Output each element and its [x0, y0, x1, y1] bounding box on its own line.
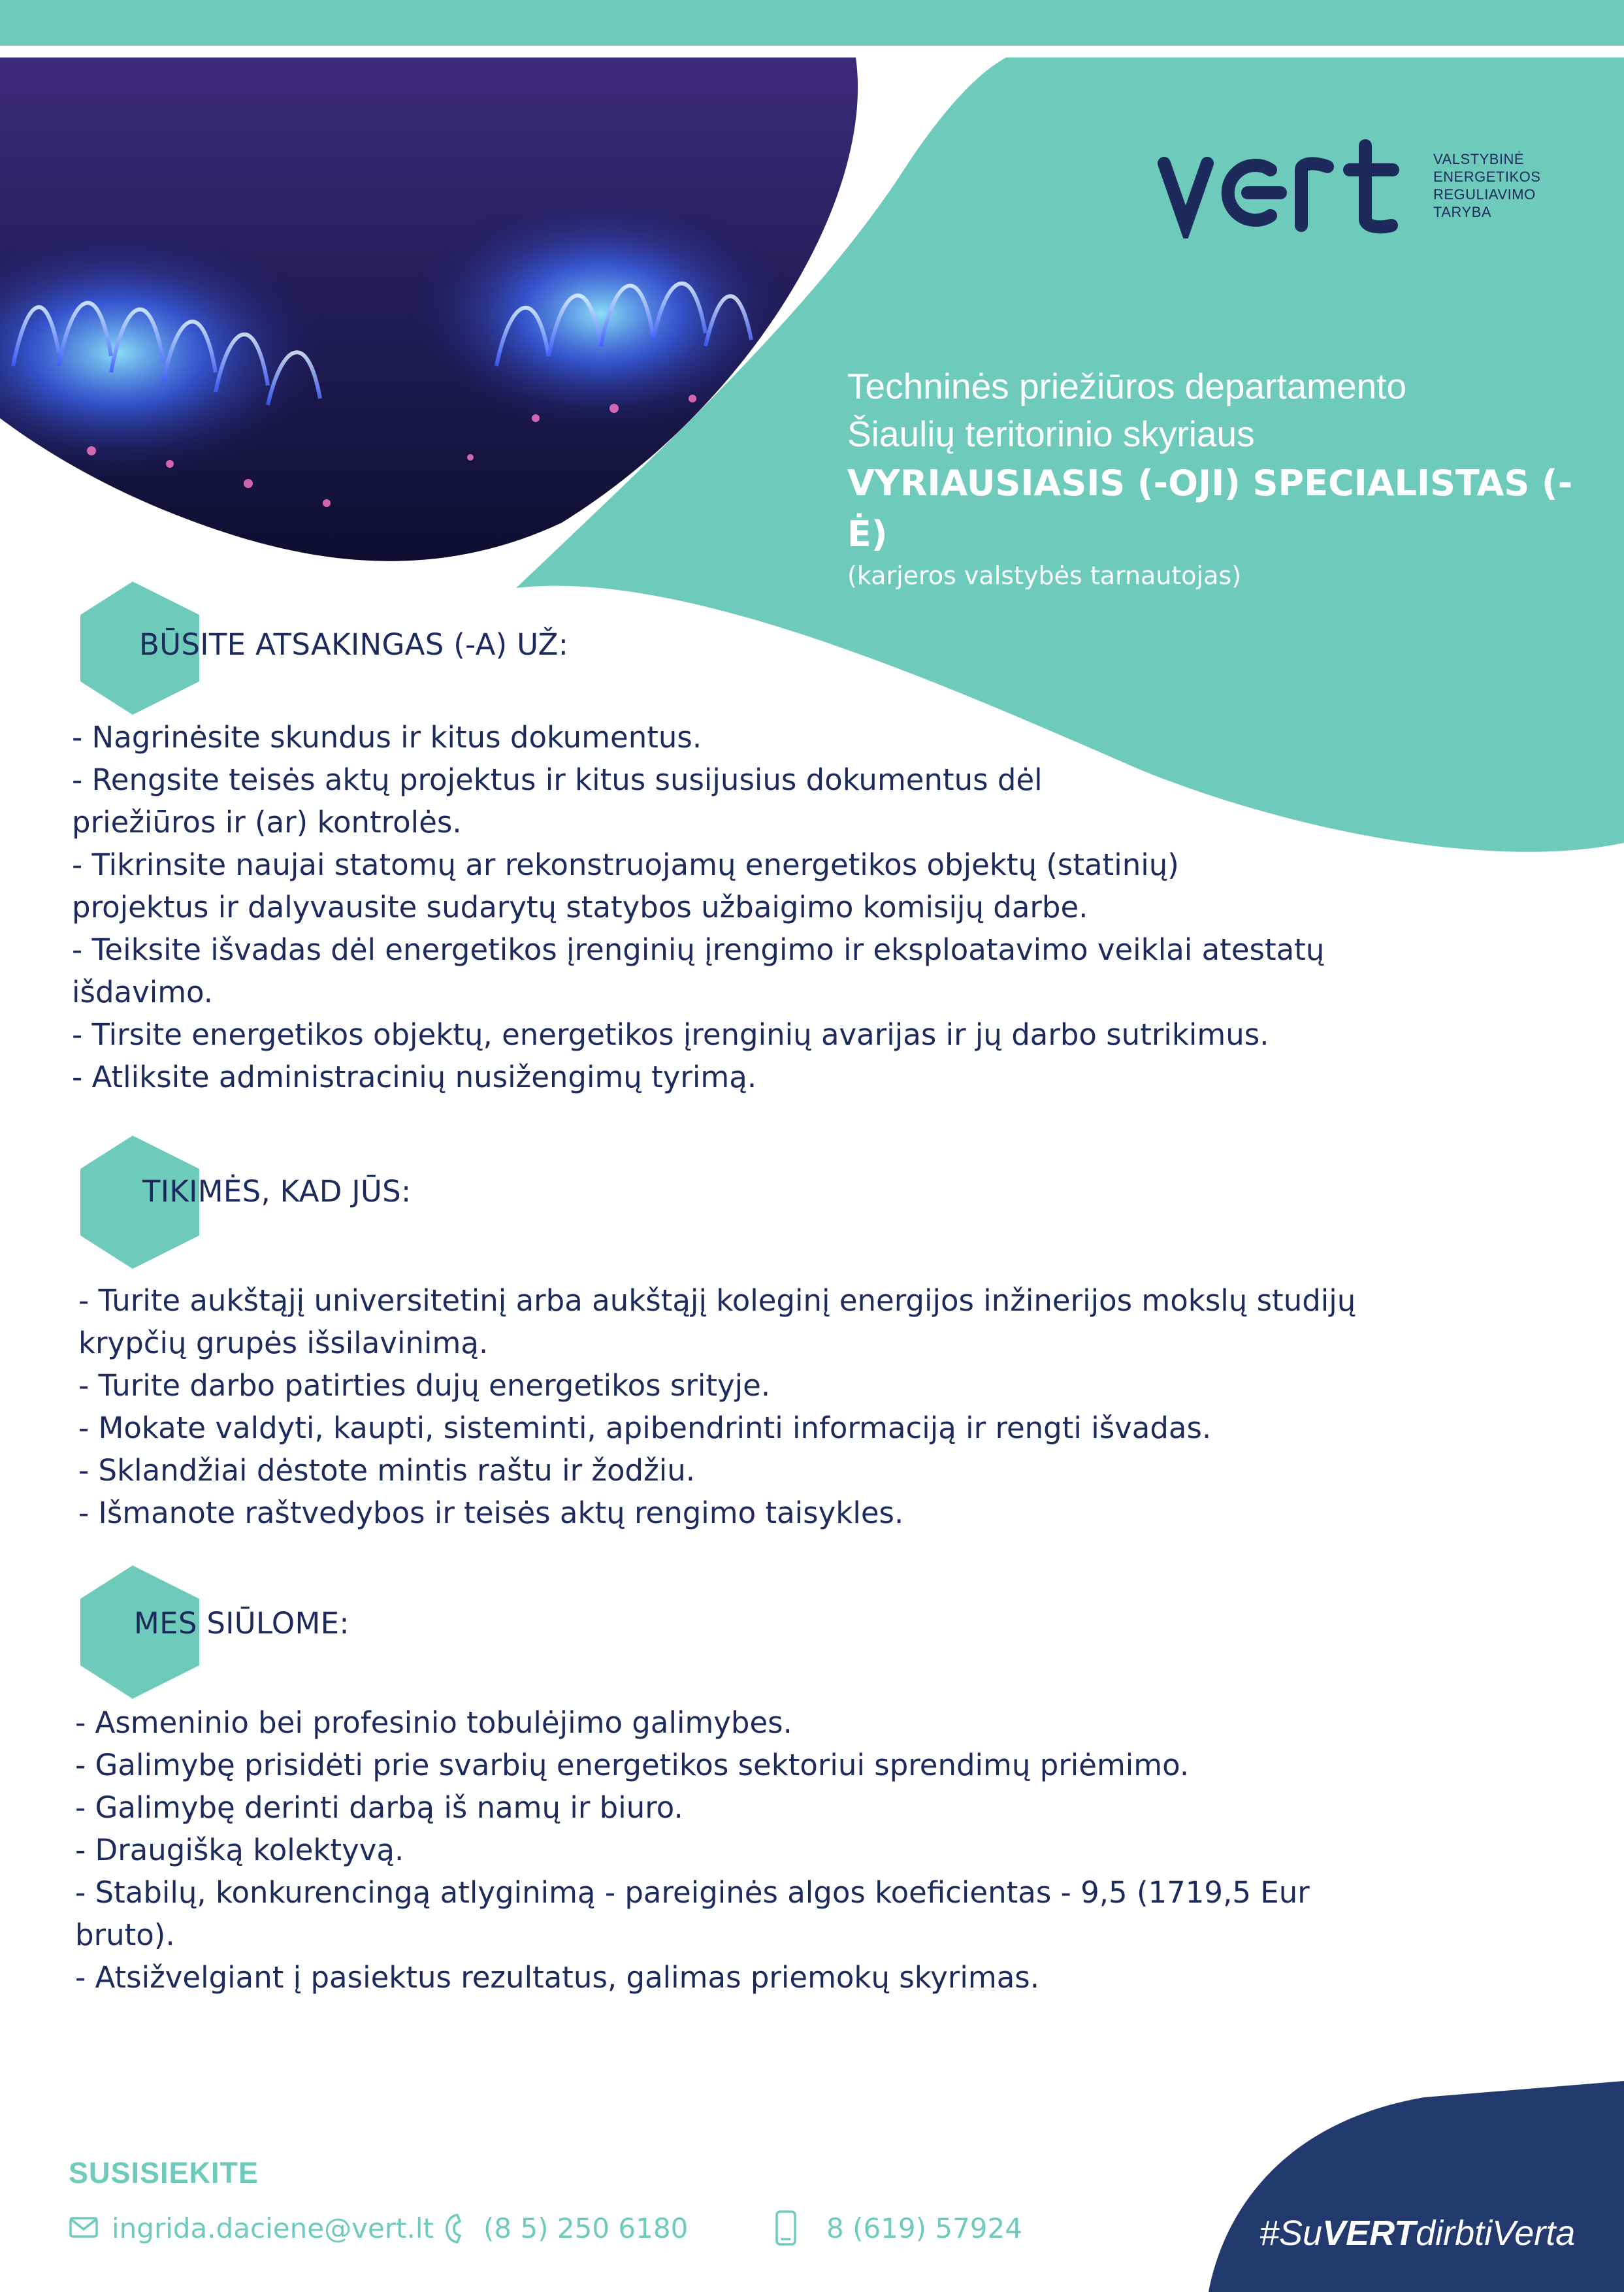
- hashtag-suffix: dirbtiVerta: [1416, 2214, 1576, 2253]
- contact-email[interactable]: [69, 2207, 434, 2250]
- list-line: - Turite darbo patirties dujų energetikos srityje.: [78, 1368, 771, 1403]
- list-line: - Galimybę derinti darbą iš namų ir biuro.: [75, 1790, 683, 1825]
- vert-logo-mark: [1156, 134, 1424, 238]
- list-line: - Rengsite teisės aktų projektus ir kitus susijusius dokumentus dėl: [72, 762, 1043, 797]
- phone-icon: [443, 2212, 465, 2245]
- list-line: - Draugišką kolektyvą.: [75, 1833, 404, 1867]
- list-line: projektus ir dalyvausite sudarytų statybos užbaigimo komisijų darbe.: [72, 890, 1088, 925]
- offer-list: [75, 1701, 1545, 1999]
- list-line: bruto).: [75, 1918, 175, 1952]
- list-line: - Mokate valdyti, kaupti, sisteminti, apibendrinti informaciją ir rengti išvadas.: [78, 1411, 1212, 1445]
- unit-name: Šiaulių teritorinio skyriaus: [847, 414, 1255, 454]
- requirements-list: [78, 1279, 1548, 1534]
- list-line: - Turite aukštąjį universitetinį arba aukštąjį koleginį energijos inžinerijos mokslų studijų: [78, 1283, 1356, 1318]
- list-line: - Atsižvelgiant į pasiektus rezultatus, galimas priemokų skyrimas.: [75, 1960, 1040, 1995]
- position-title: VYRIAUSIASIS (-OJI) SPECIALISTAS (-Ė): [847, 463, 1573, 555]
- hashtag-prefix: #Su: [1259, 2214, 1323, 2253]
- contact-phone[interactable]: [443, 2207, 704, 2250]
- list-line: - Išmanote raštvedybos ir teisės aktų rengimo taisykles.: [78, 1496, 904, 1530]
- section-title-offer: MES SIŪLOME:: [134, 1606, 349, 1641]
- department-name: Techninės priežiūros departamento: [847, 366, 1407, 406]
- contact-mobile[interactable]: [774, 2207, 1048, 2250]
- list-line: - Stabilų, konkurencingą atlyginimą - pareiginės algos koeficientas - 9,5 (1719,5 Eur: [75, 1875, 1310, 1910]
- mobile-number: 8 (619) 57924: [826, 2212, 1022, 2244]
- email-address: ingrida.daciene@vert.lt: [112, 2212, 434, 2244]
- logo-subtitle: [1433, 150, 1564, 221]
- section-title-responsibilities: BŪSITE ATSAKINGAS (-A) UŽ:: [139, 627, 569, 662]
- vert-logo: [1156, 134, 1548, 238]
- section-title-requirements: TIKIMĖS, KAD JŪS:: [142, 1174, 412, 1209]
- list-line: - Galimybę prisidėti prie svarbių energetikos sektoriui sprendimų priėmimo.: [75, 1748, 1190, 1782]
- list-line: - Tirsite energetikos objektų, energetikos įrenginių avarijas ir jų darbo sutrikimus.: [72, 1017, 1269, 1052]
- list-line: išdavimo.: [72, 975, 214, 1009]
- list-line: - Tikrinsite naujai statomų ar rekonstruojamų energetikos objektų (statinių): [72, 847, 1179, 882]
- list-line: - Sklandžiai dėstote mintis raštu ir žodžiu.: [78, 1453, 696, 1488]
- logo-subtitle-line: ENERGETIKOS: [1433, 169, 1541, 185]
- phone-number: (8 5) 250 6180: [483, 2212, 689, 2244]
- list-line: - Asmeninio bei profesinio tobulėjimo galimybes.: [75, 1705, 792, 1740]
- navy-corner: [1209, 2081, 1624, 2292]
- list-line: - Teiksite išvadas dėl energetikos įrenginių įrengimo ir eksploatavimo veiklai atestatų: [72, 932, 1325, 967]
- position-status: (karjeros valstybės tarnautojas): [847, 561, 1242, 590]
- job-header: [847, 363, 1585, 591]
- hashtag-brand: VERT: [1322, 2214, 1416, 2253]
- mobile-phone-icon: [774, 2210, 798, 2246]
- list-line: priežiūros ir (ar) kontrolės.: [72, 805, 462, 840]
- logo-subtitle-line: REGULIAVIMO: [1433, 186, 1536, 203]
- logo-subtitle-line: TARYBA: [1433, 204, 1491, 220]
- logo-subtitle-line: VALSTYBINĖ: [1433, 151, 1525, 167]
- list-line: - Nagrinėsite skundus ir kitus dokumentus.: [72, 720, 702, 755]
- envelope-icon: [69, 2212, 99, 2242]
- list-line: - Atliksite administracinių nusižengimų tyrimą.: [72, 1060, 757, 1094]
- contact-title: SUSISIEKITE: [69, 2156, 259, 2189]
- responsibilities-list: [72, 716, 1542, 1098]
- campaign-hashtag: [1259, 2212, 1575, 2255]
- list-line: krypčių grupės išsilavinimą.: [78, 1326, 489, 1360]
